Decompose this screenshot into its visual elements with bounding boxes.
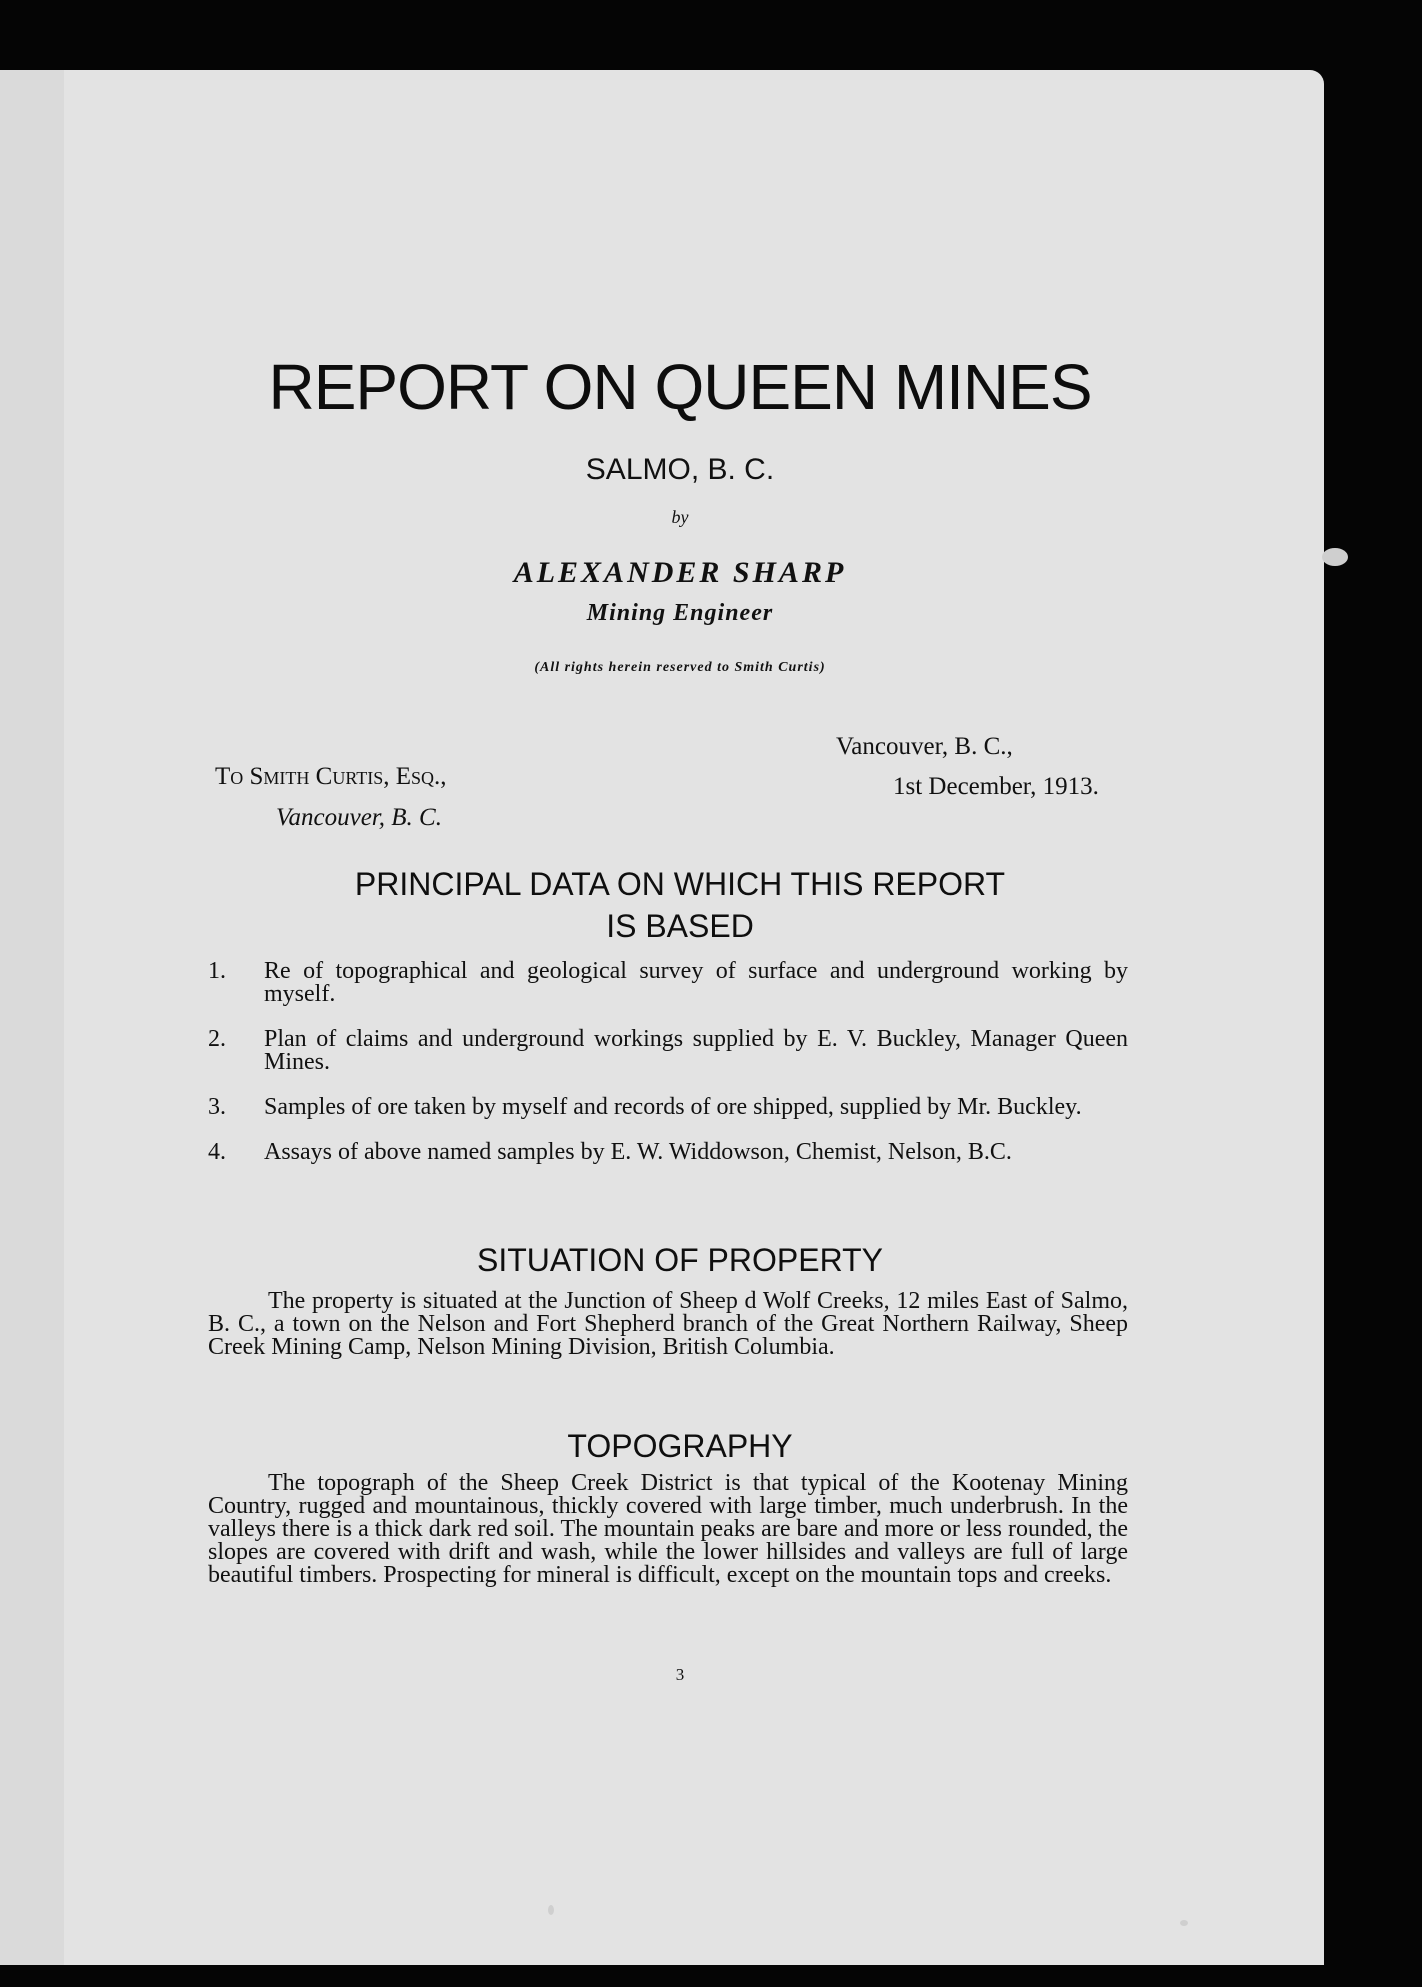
list-item-number: 1.	[208, 958, 226, 984]
topography-paragraph: The topograph of the Sheep Creek District is that typical of the Kootenay Mining Country, rugged and mountainous, thickly covered with large timber, much underbrush. In the valleys there is a thick dark red soil. The mountain peaks are bare and more or less rounded, the slopes are covered with drift and wash, while the lower hillsides and valleys are full of large beautiful timbers. Prospecting for mineral is difficult, except on the mountain tops and creeks.	[208, 1470, 1128, 1588]
list-item-number: 3.	[208, 1094, 226, 1120]
report-title: REPORT ON QUEEN MINES	[268, 351, 1092, 423]
letter-date: 1st December, 1913.	[893, 773, 1099, 800]
scan-blemish	[548, 1905, 554, 1915]
principal-data-heading-line2: IS BASED	[606, 908, 754, 944]
list-item-number: 4.	[208, 1139, 226, 1165]
page-number: 3	[675, 1665, 685, 1684]
list-item-text: Samples of ore taken by myself and records of ore shipped, supplied by Mr. Buckley.	[264, 1094, 1082, 1120]
list-item	[208, 1096, 1128, 1119]
list-item	[208, 960, 1128, 1006]
sender-place: Vancouver, B. C.,	[836, 733, 1013, 760]
principal-data-heading: PRINCIPAL DATA ON WHICH THIS REPORT	[354, 866, 1006, 902]
situation-paragraph: The property is situated at the Junction of Sheep d Wolf Creeks, 12 miles East of Salmo, B. C., a town on the Nelson and Fort Shepherd branch of the Great Northern Railway, Sheep Creek Mining Camp, Nelson Mining Division, British Columbia.	[208, 1288, 1128, 1360]
list-item-text: Re of topographical and geological survey of surface and underground working by myself.	[264, 958, 1128, 1007]
list-item-number: 2.	[208, 1026, 226, 1052]
situation-heading: SITUATION OF PROPERTY	[477, 1242, 883, 1278]
addressee-city: Vancouver, B. C.	[276, 804, 442, 831]
list-item-text: Assays of above named samples by E. W. Widdowson, Chemist, Nelson, B.C.	[264, 1139, 1012, 1165]
author-role: Mining Engineer	[586, 600, 774, 626]
list-item	[208, 1141, 1128, 1164]
principal-data-list	[208, 960, 1128, 1186]
rights-note: (All rights herein reserved to Smith Curtis)	[534, 660, 826, 675]
addressee-name: To Smith Curtis, Esq.,	[215, 763, 447, 790]
topography-heading: TOPOGRAPHY	[567, 1428, 793, 1464]
list-item-text: Plan of claims and underground workings supplied by E. V. Buckley, Manager Queen Mines.	[264, 1026, 1128, 1075]
scan-blemish	[1180, 1920, 1188, 1926]
byline: by	[671, 507, 689, 527]
list-item	[208, 1028, 1128, 1074]
report-location: SALMO, B. C.	[585, 453, 775, 486]
scan-blemish	[1322, 548, 1348, 566]
author-name: ALEXANDER SHARP	[513, 556, 847, 589]
